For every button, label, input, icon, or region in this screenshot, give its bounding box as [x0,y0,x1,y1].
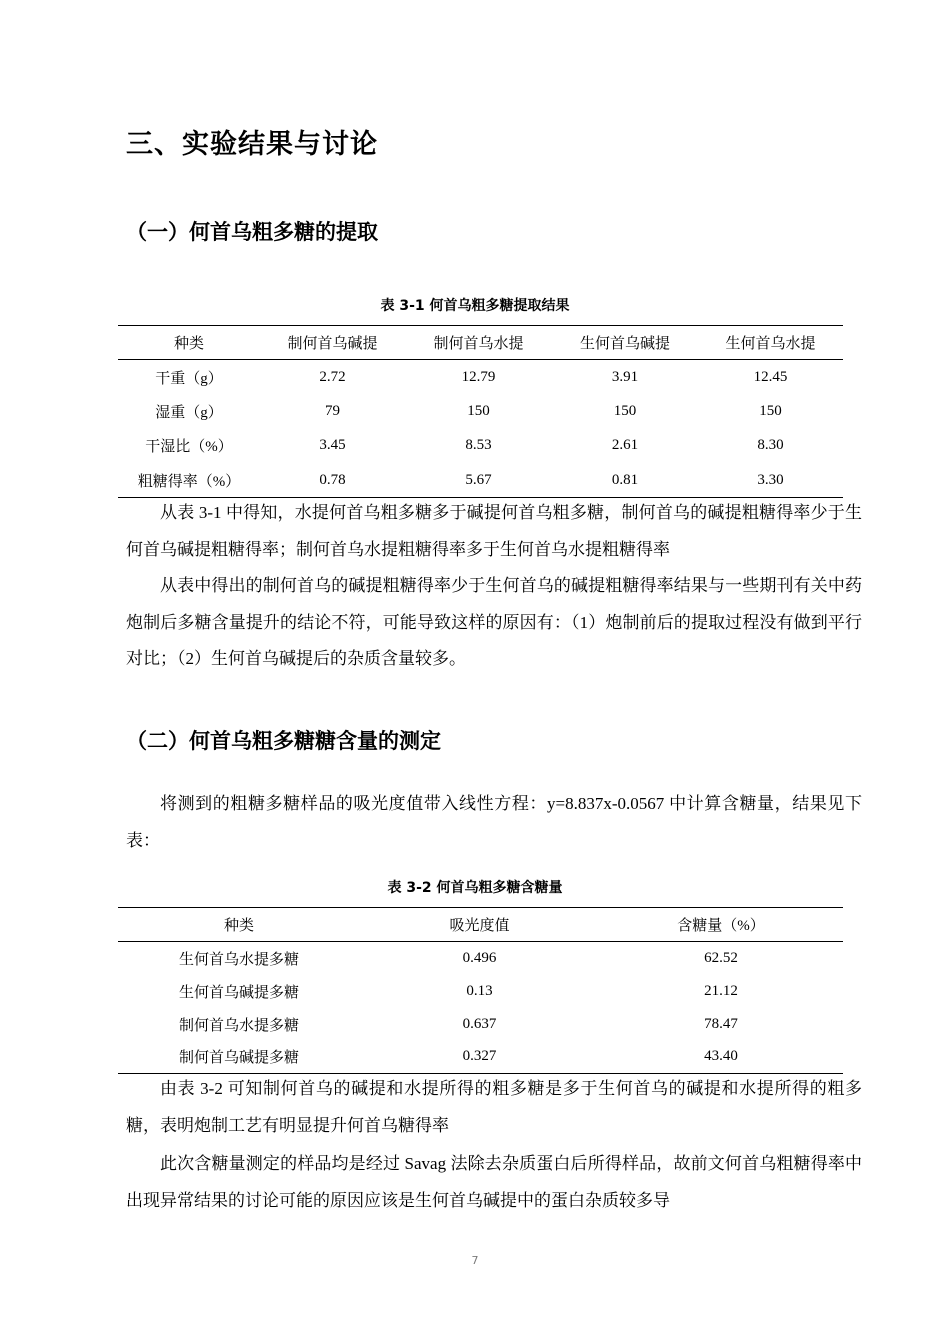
table-row [118,394,843,429]
table-cell: 78.47 [704,1015,738,1032]
table-cell: 0.13 [466,982,493,999]
table-cell: 0.78 [319,471,346,488]
table-cell: 0.496 [462,949,497,966]
table-header-row [118,326,843,360]
table-cell: 0.327 [462,1048,497,1065]
table-row [118,429,843,464]
table-cell: 12.45 [753,368,788,385]
table-cell: 制何首乌水提多糖 [178,1017,299,1034]
table-header-row [118,908,843,942]
section-title: 三、实验结果与讨论 [126,129,378,160]
table-cell: 粗糖得率（%） [137,473,241,490]
column-header: 吸光度值 [449,918,510,934]
table-cell: 2.61 [611,437,639,454]
sugar-content-table [118,907,843,1074]
table-cell: 79 [325,402,340,419]
table-cell: 0.637 [462,1015,497,1032]
table-cell: 生何首乌水提多糖 [178,951,299,968]
table-row [118,975,843,1008]
paragraph: 从表 3-1 中得知，水提何首乌粗多糖多于碱提何首乌粗多糖，制何首乌的碱提粗糖得率少于生何首乌碱提粗糖得率；制何首乌水提粗糖得率多于生何首乌水提粗糖得率 [126,503,862,559]
paragraph: 从表中得出的制何首乌的碱提粗糖得率少于生何首乌的碱提粗糖得率结果与一些期刊有关中药炮制后多糖含量提升的结论不符，可能导致这样的原因有：（1）炮制前后的提取过程没有做到平行对比；（2）生何首乌碱提后的杂质含量较多。 [126,576,862,668]
table-cell: 8.30 [757,437,784,454]
paragraph: 将测到的粗糖多糖样品的吸光度值带入线性方程：y=8.837x-0.0567 中计算含糖量，结果见下表： [126,794,862,850]
table-cell: 5.67 [465,471,492,488]
table-cell: 干重（g） [155,370,223,387]
table-cell: 43.40 [704,1048,738,1065]
table-cell: 2.72 [319,368,346,385]
paragraph: 由表 3-2 可知制何首乌的碱提和水提所得的粗多糖是多于生何首乌的碱提和水提所得的粗多糖，表明炮制工艺有明显提升何首乌糖得率 [126,1079,862,1135]
table-row [118,360,843,395]
column-header: 制何首乌水提 [433,336,524,352]
table-row [118,942,843,975]
column-header: 生何首乌水提 [725,336,816,352]
paragraph: 此次含糖量测定的样品均是经过 Savag 法除去杂质蛋白后所得样品，故前文何首乌粗糖得率中出现异常结果的讨论可能的原因应该是生何首乌碱提中的蛋白杂质较多导 [126,1154,862,1210]
table-cell: 150 [613,402,637,419]
table-cell: 制何首乌碱提多糖 [178,1050,299,1067]
table-cell: 生何首乌碱提多糖 [178,984,299,1001]
table-row [118,463,843,498]
table-cell: 0.81 [611,471,639,488]
subsection-title-extraction: （一）何首乌粗多糖的提取 [126,220,378,244]
page-number: 7 [471,1254,479,1267]
table-cell: 3.45 [319,437,346,454]
table-cell: 干湿比（%） [145,439,233,456]
table-cell: 62.52 [704,949,738,966]
table-cell: 湿重（g） [155,404,223,421]
table2-caption: 表 3-2 何首乌粗多糖含糖量 [387,880,563,896]
table-row [118,1041,843,1074]
column-header: 含糖量（%） [677,918,765,934]
table-cell: 3.91 [611,368,639,385]
table-row [118,1008,843,1041]
column-header: 种类 [223,918,254,934]
column-header: 生何首乌碱提 [579,336,670,352]
table-cell: 21.12 [704,982,738,999]
column-header: 种类 [173,336,204,352]
table-cell: 3.30 [757,471,784,488]
table-cell: 8.53 [465,437,492,454]
subsection-title-sugar-content: （二）何首乌粗多糖糖含量的测定 [126,729,441,753]
column-header: 制何首乌碱提 [287,336,378,352]
table-cell: 150 [759,402,782,419]
table-cell: 150 [467,402,490,419]
table-cell: 12.79 [461,368,496,385]
extraction-results-table [118,325,843,498]
table1-caption: 表 3-1 何首乌粗多糖提取结果 [380,298,570,314]
